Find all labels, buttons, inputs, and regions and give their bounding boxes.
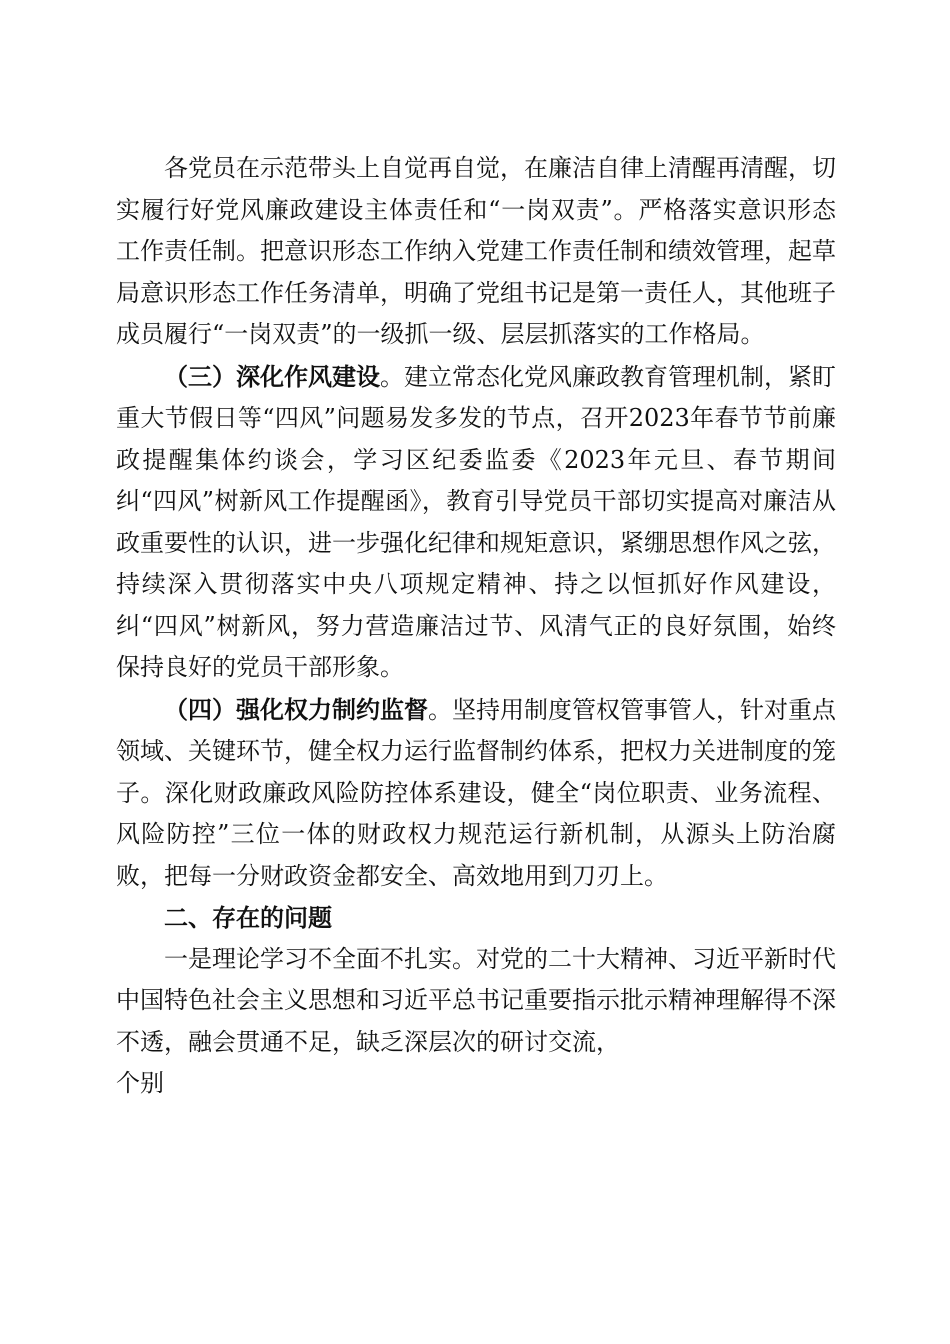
document-body (116, 148, 836, 1105)
paragraph-theory-study: 一是理论学习不全面不扎实。对党的二十大精神、习近平新时代中国特色社会主义思想和习近平总书记重要指示批示精神理解得不深不透，融会贯通不足，缺乏深层次的研讨交流， (116, 944, 836, 1056)
section-heading-problems: 二、存在的问题 (164, 903, 332, 932)
paragraph-work-style (116, 356, 836, 689)
subsection-title-work-style: （三）深化作风建设 (164, 361, 380, 391)
paragraph-work-style-body: 。建立常态化党风廉政教育管理机制，紧盯重大节假日等“四风”问题易发多发的节点，召开2023年春节节前廉政提醒集体约谈会，学习区纪委监委《2023年元旦、春节期间纠“四风”树新风工作提醒函》，教育引导党员干部切实提高对廉洁从政重要性的认识，进一步强化纪律和规矩意识，紧绷思想作风之弦，持续深入贯彻落实中央八项规定精神、持之以恒抓好作风建设，纠“四风”树新风，努力营造廉洁过节、风清气正的良好氛围，始终保持良好的党员干部形象。 (116, 362, 836, 681)
paragraph-power-supervision-body: 。坚持用制度管权管事管人，针对重点领域、关键环节，健全权力运行监督制约体系，把权力关进制度的笼子。深化财政廉政风险防控体系建设，健全“岗位职责、业务流程、风险防控”三位一体的财政权力规范运行新机制，从源头上防治腐败，把每一分财政资金都安全、高效地用到刀刃上。 (116, 695, 836, 890)
paragraph-party-discipline: 各党员在示范带头上自觉再自觉，在廉洁自律上清醒再清醒，切实履行好党风廉政建设主体责任和“一岗双责”。严格落实意识形态工作责任制。把意识形态工作纳入党建工作责任制和绩效管理，起草局意识形态工作任务清单，明确了党组书记是第一责任人，其他班子成员履行“一岗双责”的一级抓一级、层层抓落实的工作格局。 (116, 154, 836, 348)
paragraph-theory-study-tail: 个别 (116, 1069, 164, 1097)
paragraph-power-supervision (116, 689, 836, 898)
subsection-title-power-supervision: （四）强化权力制约监督 (164, 694, 428, 724)
